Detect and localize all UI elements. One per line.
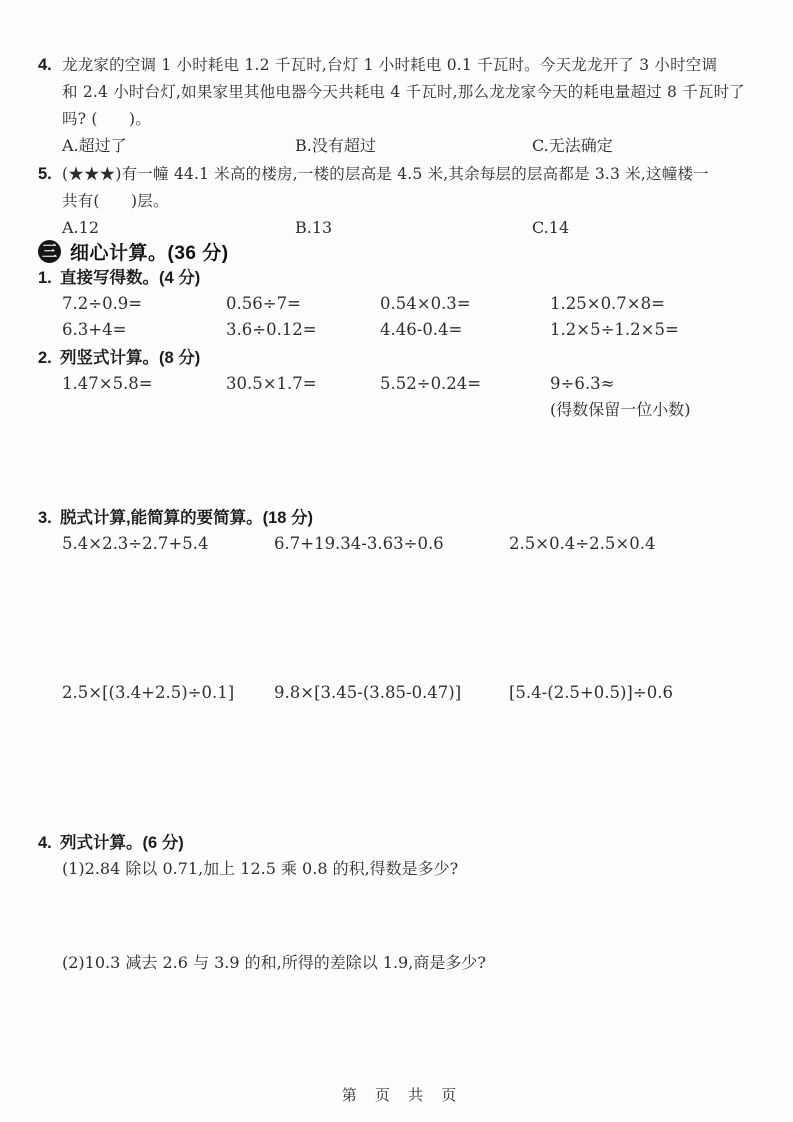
question-text (62, 52, 767, 133)
equation: 9.8×[3.45-(3.85-0.47)] (274, 683, 462, 702)
question-number: 5. (38, 165, 52, 183)
equation: 6.7+19.34-3.63÷0.6 (274, 534, 444, 553)
equation: 0.56÷7= (226, 294, 301, 313)
section-three-icon: 三 (38, 240, 61, 263)
question-text-line: 和 2.4 小时台灯,如果家里其他电器今天共耗电 4 千瓦时,那么龙龙家今天的耗电量超过 8 千瓦时了 (62, 83, 745, 101)
option-a: A.12 (62, 218, 99, 237)
equation: 1.47×5.8= (62, 374, 153, 393)
equation: 7.2÷0.9= (62, 294, 143, 313)
options-row (62, 133, 767, 159)
rounding-note: (得数保留一位小数) (550, 400, 691, 419)
question-title-text: 直接写得数。(4 分) (60, 269, 201, 287)
equation: [5.4-(2.5+0.5)]÷0.6 (509, 683, 673, 702)
equation: 2.5×[(3.4+2.5)÷0.1] (62, 683, 235, 702)
question-number: 4. (38, 56, 52, 74)
calc-question-1 (38, 265, 767, 343)
calc-question-title (38, 830, 767, 856)
equation-row (62, 531, 767, 557)
option-c: C.无法确定 (532, 136, 613, 155)
section-title: 细心计算。(36 分) (70, 242, 229, 264)
equation-row (62, 291, 767, 317)
question-number: 3. (38, 509, 52, 527)
question-number: 2. (38, 349, 52, 367)
choice-question-4 (38, 52, 767, 133)
question-text-line: 龙龙家的空调 1 小时耗电 1.2 千瓦时,台灯 1 小时耗电 0.1 千瓦时。今天龙龙开了 3 小时空调 (62, 56, 718, 74)
equation: 9÷6.3≈ (550, 374, 615, 393)
equation: 2.5×0.4÷2.5×0.4 (509, 534, 656, 553)
section-header (38, 237, 767, 265)
question-number: 1. (38, 269, 52, 287)
option-a: A.超过了 (62, 136, 127, 155)
equation: 30.5×1.7= (226, 374, 317, 393)
calc-question-2 (38, 345, 767, 423)
question-title-text: 列竖式计算。(8 分) (60, 349, 201, 367)
calc-question-3 (38, 505, 767, 706)
option-b: B.没有超过 (295, 136, 376, 155)
question-text-line: (★★★)有一幢 44.1 米高的楼房,一楼的层高是 4.5 米,其余每层的层高都是 3.3 米,这幢楼一 (62, 165, 709, 183)
question-title-text: 列式计算。(6 分) (60, 834, 184, 852)
question-title-text: 脱式计算,能简算的要简算。(18 分) (60, 509, 314, 527)
equation-row (62, 317, 767, 343)
equation: 1.25×0.7×8= (550, 294, 665, 313)
equation: 1.2×5÷1.2×5= (550, 320, 679, 339)
question-text-line: 吗? ( )。 (62, 110, 151, 128)
question-text-line: 共有( )层。 (62, 192, 169, 210)
equation-row (62, 680, 767, 706)
equation: 0.54×0.3= (380, 294, 471, 313)
option-b: B.13 (295, 218, 333, 237)
equation: 5.4×2.3÷2.7+5.4 (62, 534, 209, 553)
equation-row (62, 371, 767, 423)
equation: 5.52÷0.24= (380, 374, 482, 393)
question-number: 4. (38, 834, 52, 852)
choice-question-5 (38, 161, 767, 215)
page-footer: 第 页 共 页 (341, 1087, 464, 1104)
word-problem-part-2: (2)10.3 减去 2.6 与 3.9 的和,所得的差除以 1.9,商是多少? (62, 953, 486, 972)
calc-question-4 (38, 830, 767, 976)
equation: 6.3+4= (62, 320, 127, 339)
calc-question-title (38, 345, 767, 371)
equation: 3.6÷0.12= (226, 320, 317, 339)
calc-question-title (38, 265, 767, 291)
calc-question-title (38, 505, 767, 531)
option-c: C.14 (532, 218, 570, 237)
equation: 4.46-0.4= (380, 320, 463, 339)
word-problem-part-1: (1)2.84 除以 0.71,加上 12.5 乘 0.8 的积,得数是多少? (62, 859, 459, 878)
question-text (62, 161, 767, 215)
